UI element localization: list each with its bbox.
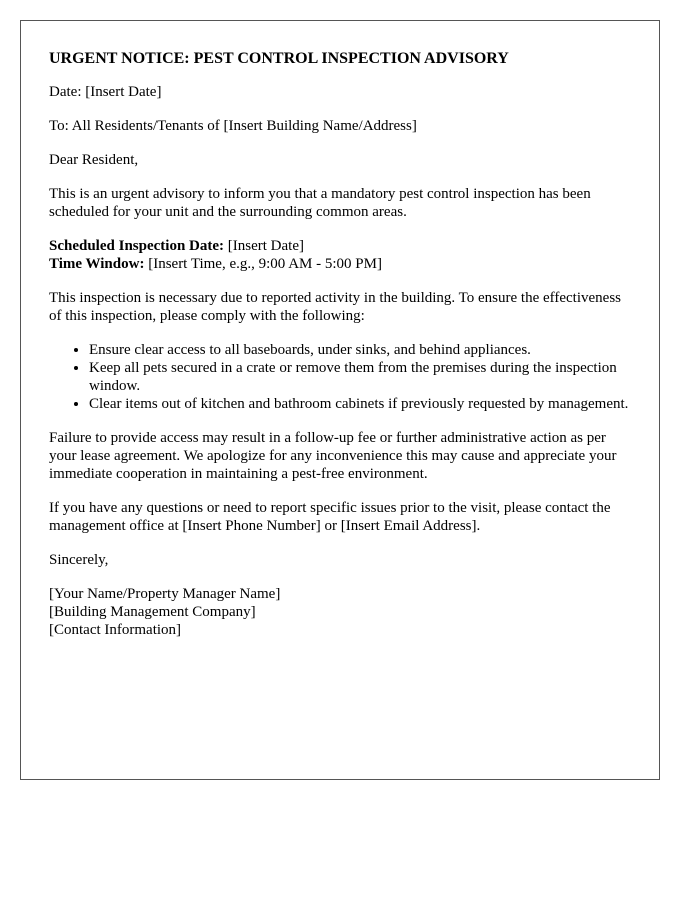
recipient-line: To: All Residents/Tenants of [Insert Building Name/Address] [49,118,417,134]
closing: Sincerely, [49,552,109,568]
contact-paragraph: If you have any questions or need to report specific issues prior to the visit, please contact the management office at [Insert Phone Number] or [Insert Email Address]. [49,500,611,534]
scheduled-date-value: [Insert Date] [224,238,304,254]
instructions-list [49,341,631,413]
salutation: Dear Resident, [49,152,139,168]
instructions-intro: This inspection is necessary due to reported activity in the building. To ensure the effectiveness of this inspection, please comply with the following: [49,290,621,324]
list-item: • Ensure clear access to all baseboards, under sinks, and behind appliances. [89,341,631,359]
signature-contact: [Contact Information] [49,622,182,638]
consequence-paragraph: Failure to provide access may result in a follow-up fee or further administrative action as per your lease agreement. We apologize for any inconvenience this may cause and appreciate your immediate cooperation in maintaining a pest-free environment. [49,430,617,482]
intro-paragraph: This is an urgent advisory to inform you that a mandatory pest control inspection has been scheduled for your unit and the surrounding common areas. [49,186,591,220]
date-line: Date: [Insert Date] [49,84,162,100]
notice-document [20,20,660,780]
list-item: • Keep all pets secured in a crate or remove them from the premises during the inspection window. [89,359,631,395]
notice-title: URGENT NOTICE: PEST CONTROL INSPECTION ADVISORY [49,50,509,67]
time-window-value: [Insert Time, e.g., 9:00 AM - 5:00 PM] [144,256,382,272]
signature-name: [Your Name/Property Manager Name] [49,586,281,602]
signature-block [49,585,631,639]
signature-company: [Building Management Company] [49,604,256,620]
list-item: • Clear items out of kitchen and bathroom cabinets if previously requested by management. [89,395,631,413]
schedule-block [49,237,631,273]
scheduled-date-label: Scheduled Inspection Date: [49,238,225,254]
time-window-label: Time Window: [49,256,145,272]
